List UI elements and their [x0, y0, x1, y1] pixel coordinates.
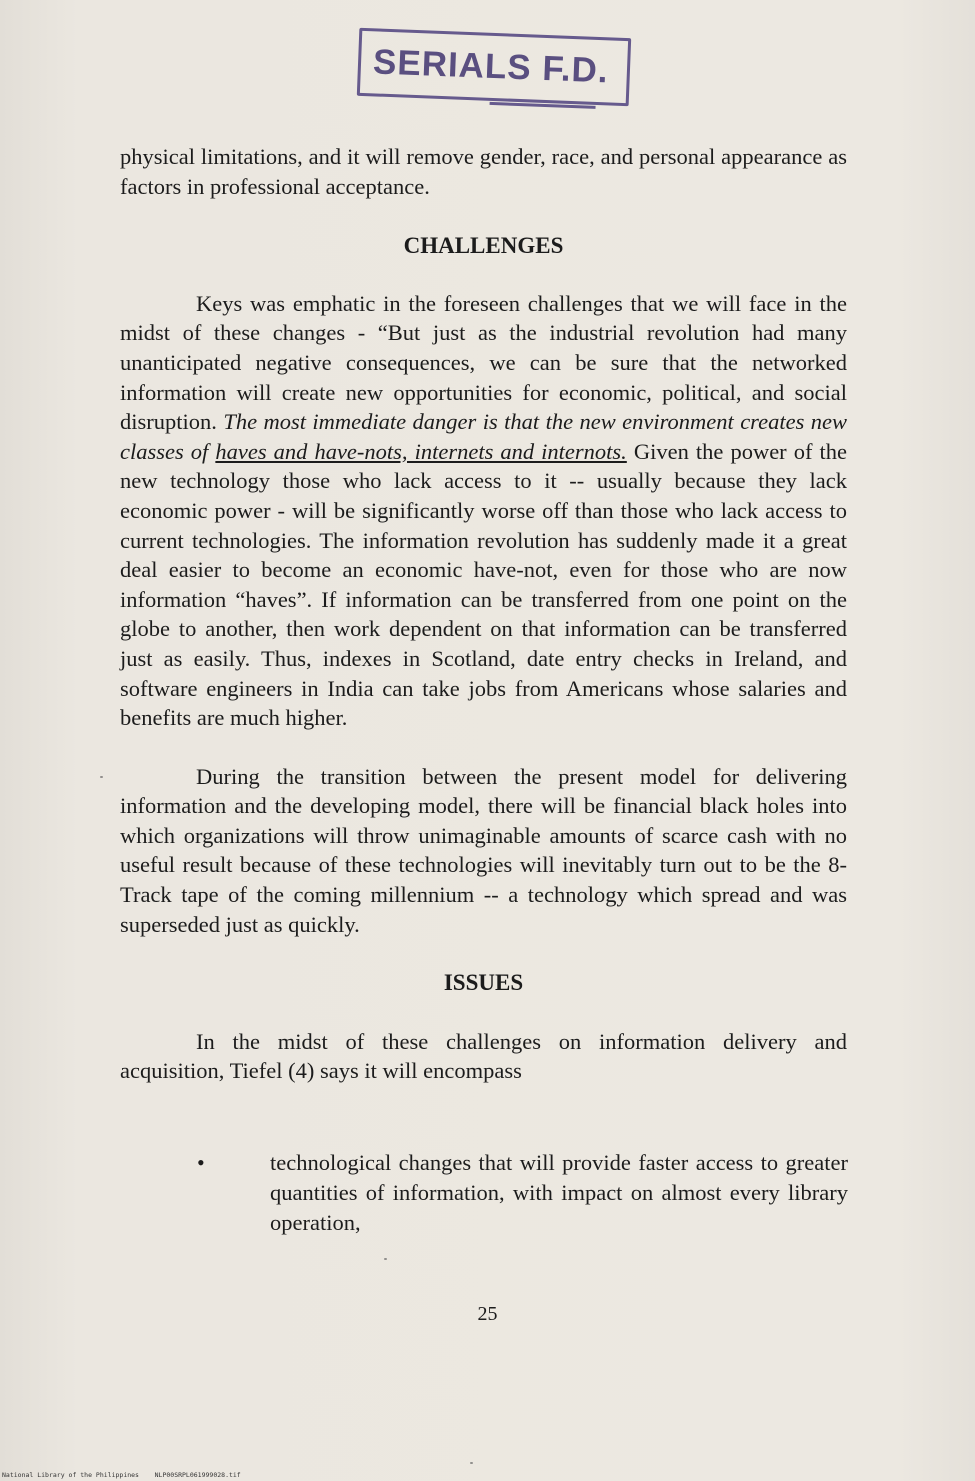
footer-file-id: NLP00SRPL061999028.tif — [154, 1471, 241, 1479]
scan-speck — [384, 1258, 387, 1260]
bullet-text: technological changes that will provide faster access to greater quantities of information, with impact on almost every library operation, — [270, 1150, 848, 1235]
footer-library: National Library of the Philippines — [2, 1471, 139, 1479]
scan-speck — [100, 776, 103, 778]
bullet-icon: • — [197, 1150, 205, 1175]
challenges-heading: CHALLENGES — [403, 233, 564, 259]
challenges-p1-text-b: Given the power of the new technology those who lack access to it -- usually because they lack economic power - will be significantly worse off than those who lack access to current technologies. The information revolution has suddenly made it a great deal easier to become an economic have-not, even for those who are now information “haves”. If information can be transferred from one point on the globe to another, then work dependent on that information can be transferred just as easily. Thus, indexes in Scotland, date entry checks in Ireland, and software engineers in India can take jobs from Americans whose salaries and benefits are much higher. — [120, 438, 847, 731]
body-text — [120, 142, 847, 1086]
challenges-p1-underlined: haves and have-nots, internets and internots. — [215, 438, 627, 464]
scan-footer — [2, 1471, 241, 1479]
serials-stamp: SERIALS F.D. — [357, 28, 631, 106]
challenges-paragraph-1 — [120, 289, 847, 733]
issues-heading: ISSUES — [443, 970, 524, 996]
intro-paragraph: physical limitations, and it will remove gender, race, and personal appearance as factors in professional acceptance. — [120, 144, 847, 199]
page-number: 25 — [477, 1303, 498, 1325]
challenges-p1-italic: The most immediate danger is that the new environment creates new classes of — [120, 409, 847, 464]
scan-speck — [470, 1462, 473, 1464]
challenges-p1-text-a: Keys was emphatic in the foreseen challenges that we will face in the midst of these changes - “But just as the industrial revolution had many unanticipated negative consequences, we can be sure that the networked information will create new opportunities for economic, political, and social disruption. — [120, 290, 847, 435]
challenges-paragraph-2: During the transition between the present model for delivering information and the developing model, there will be financial black holes into which organizations will throw unimaginable amounts of scarce cash with no useful result because of these technologies will inevitably turn out to be the 8-Track tape of the coming millennium -- a technology which spread and was superseded just as quickly. — [120, 763, 847, 937]
issues-paragraph-1: In the midst of these challenges on information delivery and acquisition, Tiefel (4) says it will encompass — [120, 1028, 847, 1084]
